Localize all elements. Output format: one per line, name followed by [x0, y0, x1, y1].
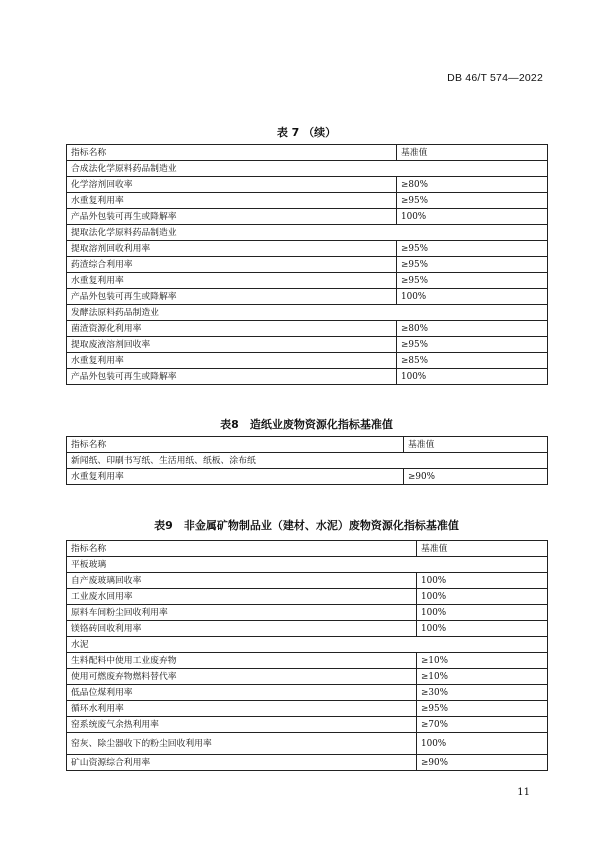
- table-row: [67, 717, 548, 733]
- indicator-name: 水重复利用率: [67, 353, 397, 369]
- indicator-name: 水重复利用率: [67, 273, 397, 289]
- table-row: [67, 273, 548, 289]
- indicator-value: 100%: [417, 733, 548, 755]
- indicator-value: ≥70%: [417, 717, 548, 733]
- indicator-value: ≥90%: [404, 469, 548, 485]
- indicator-value: ≥95%: [397, 241, 548, 257]
- table-row: [67, 321, 548, 337]
- table7: [66, 144, 548, 385]
- column-header-name: 指标名称: [67, 437, 404, 453]
- indicator-name: 自产废玻璃回收率: [67, 573, 417, 589]
- table8: [66, 436, 548, 485]
- indicator-name: 产品外包装可再生或降解率: [67, 369, 397, 385]
- indicator-value: 100%: [397, 289, 548, 305]
- indicator-name: 提取溶剂回收利用率: [67, 241, 397, 257]
- indicator-name: 水重复利用率: [67, 193, 397, 209]
- section-row: [67, 637, 548, 653]
- indicator-value: 100%: [417, 589, 548, 605]
- indicator-name: 提取废液溶剂回收率: [67, 337, 397, 353]
- indicator-value: ≥95%: [397, 273, 548, 289]
- indicator-name: 化学溶剂回收率: [67, 177, 397, 193]
- indicator-name: 产品外包装可再生或降解率: [67, 209, 397, 225]
- section-row: [67, 225, 548, 241]
- table-header-row: [67, 437, 548, 453]
- indicator-name: 窑灰、除尘器收下的粉尘回收利用率: [67, 733, 417, 755]
- indicator-name: 低品位煤利用率: [67, 685, 417, 701]
- table-row: [67, 733, 548, 755]
- indicator-name: 循环水利用率: [67, 701, 417, 717]
- table-row: [67, 257, 548, 273]
- section-row: [67, 453, 548, 469]
- table8-caption: 表8 造纸业废物资源化指标基准值: [220, 418, 393, 431]
- indicator-value: ≥10%: [417, 653, 548, 669]
- table-row: [67, 337, 548, 353]
- table-row: [67, 241, 548, 257]
- table7-caption: 表 7 （续）: [276, 126, 337, 139]
- table-row: [67, 353, 548, 369]
- indicator-name: 水重复利用率: [67, 469, 404, 485]
- indicator-value: ≥95%: [417, 701, 548, 717]
- table-row: [67, 589, 548, 605]
- table9: [66, 540, 548, 771]
- table-row: [67, 701, 548, 717]
- indicator-value: 100%: [397, 209, 548, 225]
- section-row: [67, 305, 548, 321]
- section-title: 提取法化学原料药品制造业: [67, 225, 548, 241]
- table-header-row: [67, 541, 548, 557]
- indicator-value: 100%: [397, 369, 548, 385]
- indicator-value: ≥85%: [397, 353, 548, 369]
- section-row: [67, 557, 548, 573]
- indicator-value: ≥10%: [417, 669, 548, 685]
- table-row: [67, 669, 548, 685]
- indicator-name: 菌渣资源化利用率: [67, 321, 397, 337]
- indicator-value: ≥95%: [397, 257, 548, 273]
- column-header-value: 基准值: [397, 145, 548, 161]
- indicator-value: ≥80%: [397, 177, 548, 193]
- indicator-name: 药渣综合利用率: [67, 257, 397, 273]
- section-title: 平板玻璃: [67, 557, 548, 573]
- indicator-name: 生料配料中使用工业废弃物: [67, 653, 417, 669]
- table9-caption: 表9 非金属矿物制品业（建材、水泥）废物资源化指标基准值: [154, 519, 459, 532]
- indicator-value: ≥80%: [397, 321, 548, 337]
- section-title: 水泥: [67, 637, 548, 653]
- table-row: [67, 289, 548, 305]
- table-row: [67, 177, 548, 193]
- indicator-value: 100%: [417, 573, 548, 589]
- table-row: [67, 653, 548, 669]
- indicator-value: ≥90%: [417, 755, 548, 771]
- indicator-value: ≥95%: [397, 337, 548, 353]
- indicator-value: ≥30%: [417, 685, 548, 701]
- table-row: [67, 605, 548, 621]
- indicator-name: 工业废水回用率: [67, 589, 417, 605]
- indicator-name: 窑系统废气余热利用率: [67, 717, 417, 733]
- section-title: 发酵法原料药品制造业: [67, 305, 548, 321]
- table-row: [67, 193, 548, 209]
- indicator-name: 镁铬砖回收利用率: [67, 621, 417, 637]
- table-row: [67, 469, 548, 485]
- indicator-value: ≥95%: [397, 193, 548, 209]
- standard-code: DB 46/T 574—2022: [447, 72, 543, 84]
- indicator-value: 100%: [417, 605, 548, 621]
- table-row: [67, 755, 548, 771]
- indicator-value: 100%: [417, 621, 548, 637]
- page-number: 11: [517, 787, 530, 798]
- indicator-name: 原料车间粉尘回收利用率: [67, 605, 417, 621]
- section-row: [67, 161, 548, 177]
- table-row: [67, 573, 548, 589]
- column-header-name: 指标名称: [67, 541, 417, 557]
- table-row: [67, 369, 548, 385]
- table-row: [67, 685, 548, 701]
- indicator-name: 矿山资源综合利用率: [67, 755, 417, 771]
- table-row: [67, 621, 548, 637]
- section-title: 新闻纸、印刷书写纸、生活用纸、纸板、涂布纸: [67, 453, 548, 469]
- column-header-value: 基准值: [417, 541, 548, 557]
- indicator-name: 使用可燃废弃物燃料替代率: [67, 669, 417, 685]
- column-header-name: 指标名称: [67, 145, 397, 161]
- column-header-value: 基准值: [404, 437, 548, 453]
- indicator-name: 产品外包装可再生或降解率: [67, 289, 397, 305]
- table-row: [67, 209, 548, 225]
- table-header-row: [67, 145, 548, 161]
- section-title: 合成法化学原料药品制造业: [67, 161, 548, 177]
